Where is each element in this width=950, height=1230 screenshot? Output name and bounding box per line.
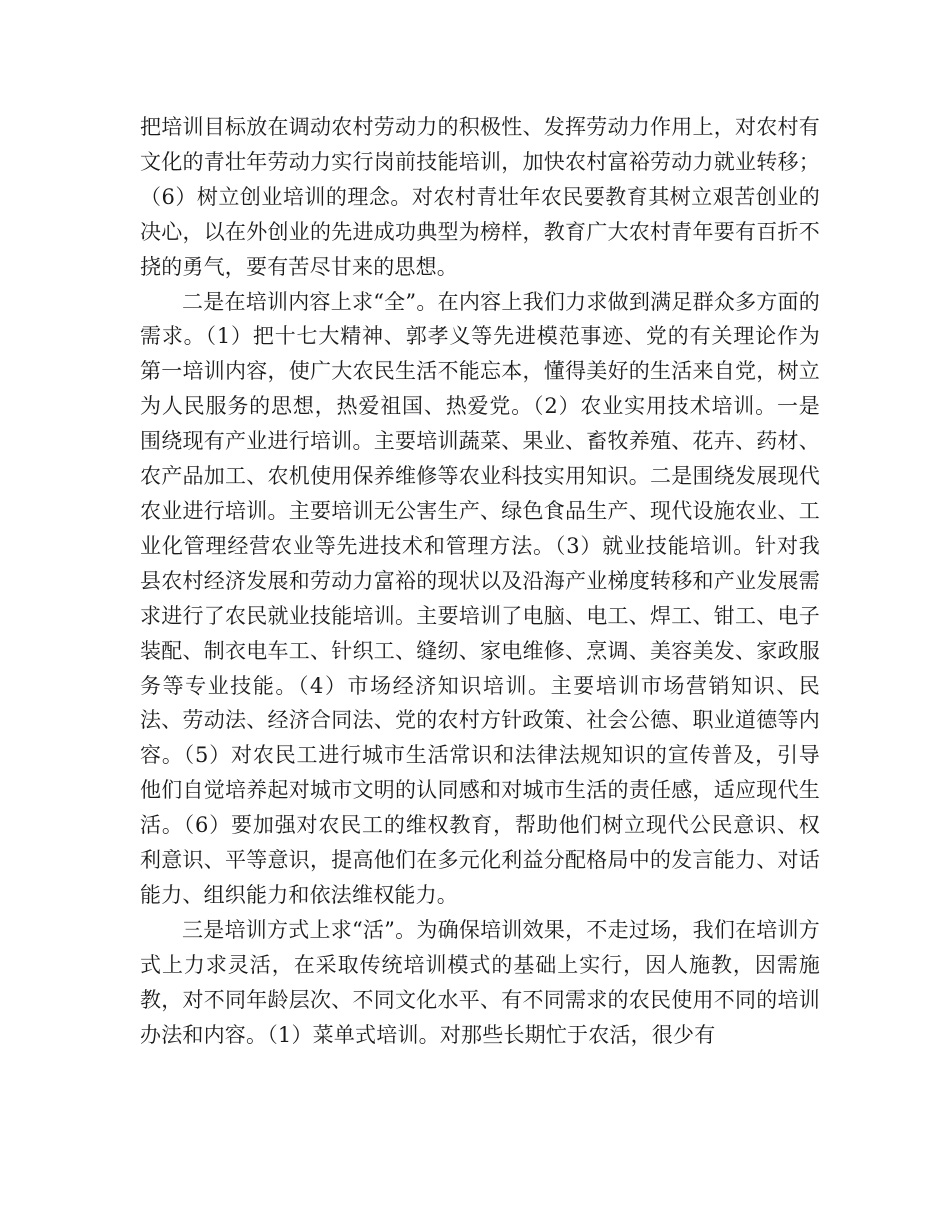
paragraph-training-method: 三是培训方式上求“活”。为确保培训效果，不走过场，我们在培训方式上力求灵活，在采取传统培训模式的基础上实行，因人施教，因需施教，对不同年龄层次、不同文化水平、有不同需求的农民使用不同的培训办法和内容。（1）菜单式培训。对那些长期忙于农活，很少有 [140, 917, 820, 1047]
paragraph-training-content: 二是在培训内容上求“全”。在内容上我们力求做到满足群众多方面的需求。（1）把十七大精神、郭孝义等先进模范事迹、党的有关理论作为第一培训内容，使广大农民生活不能忘本，懂得美好的生活来自党，树立为人民服务的思想，热爱祖国、热爱党。（2）农业实用技术培训。一是围绕现有产业进行培训。主要培训蔬菜、果业、畜牧养殖、花卉、药材、农产品加工、农机使用保养维修等农业科技实用知识。二是围绕发展现代农业进行培训。主要培训无公害生产、绿色食品生产、现代设施农业、工业化管理经营农业等先进技术和管理方法。（3）就业技能培训。针对我县农村经济发展和劳动力富裕的现状以及沿海产业梯度转移和产业发展需求进行了农民就业技能培训。主要培训了电脑、电工、焊工、钳工、电子装配、制衣电车工、针织工、缝纫、家电维修、烹调、美容美发、家政服务等专业技能。（4）市场经济知识培训。主要培训市场营销知识、民法、劳动法、经济合同法、党的农村方针政策、社会公德、职业道德等内容。（5）对农民工进行城市生活常识和法律法规知识的宣传普及，引导他们自觉培养起对城市文明的认同感和对城市生活的责任感，适应现代生活。（6）要加强对农民工的维权教育，帮助他们树立现代公民意识、权利意识、平等意识，提高他们在多元化利益分配格局中的发言能力、对话能力、组织能力和依法维权能力。 [140, 289, 820, 907]
paragraph-continuation: 把培训目标放在调动农村劳动力的积极性、发挥劳动力作用上，对农村有文化的青壮年劳动力实行岗前技能培训，加快农村富裕劳动力就业转移；（6）树立创业培训的理念。对农村青壮年农民要教育其树立艰苦创业的决心，以在外创业的先进成功典型为榜样，教育广大农村青年要有百折不挠的勇气，要有苦尽甘来的思想。 [140, 115, 820, 279]
document-body [140, 110, 820, 1052]
